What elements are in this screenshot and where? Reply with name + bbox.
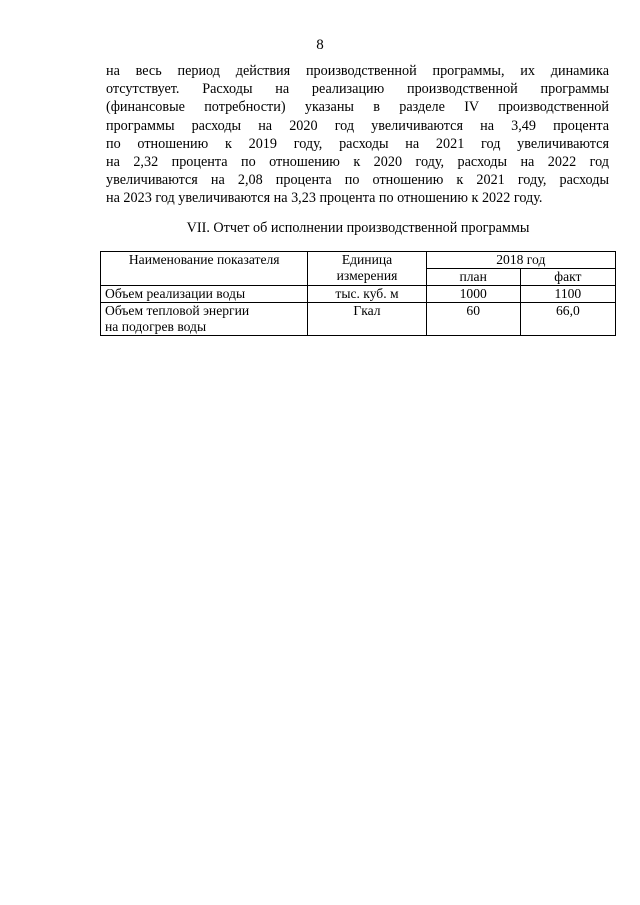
header-name-label: Наименование показателя	[128, 252, 280, 267]
header-year-label: 2018 год	[496, 252, 546, 267]
header-fact-label: факт	[554, 269, 582, 284]
header-name-cell	[101, 252, 308, 286]
header-year-cell	[426, 252, 615, 269]
paragraph-line: отсутствует. Расходы на реализацию производственной программы	[106, 81, 609, 98]
row-name-cell	[101, 286, 308, 303]
paragraph-line: на весь период действия производственной программы, их динамика	[106, 63, 609, 79]
row-fact-cell	[520, 303, 615, 336]
report-table	[100, 251, 616, 336]
row-fact: 66,0	[555, 303, 580, 318]
row-name-cell	[101, 303, 308, 336]
row-fact-cell	[520, 286, 615, 303]
row-unit: тыс. куб. м	[335, 286, 399, 301]
table-row	[101, 286, 616, 303]
header-unit-cell	[308, 252, 426, 286]
row-unit-cell	[308, 286, 426, 303]
paragraph-line: программы расходы на 2020 год увеличиваются на 3,49 процента	[106, 117, 609, 134]
section-title: VII. Отчет об исполнении производственной программы	[186, 220, 530, 236]
row-unit: Гкал	[353, 303, 381, 318]
paragraph-line: увеличиваются на 2,08 процента по отношению к 2021 году, расходы	[106, 172, 609, 189]
paragraph-line: (финансовые потребности) указаны в разделе IV производственной	[106, 99, 609, 116]
row-name-line2: на подогрев воды	[105, 319, 207, 334]
row-name-line1: Объем тепловой энергии	[105, 303, 250, 318]
header-plan-cell	[426, 269, 520, 286]
row-plan: 1000	[459, 286, 487, 301]
row-unit-cell	[308, 303, 426, 336]
header-fact-cell	[520, 269, 615, 286]
paragraph-line: по отношению к 2019 году, расходы на 2021 год увеличиваются	[106, 135, 609, 152]
paragraph-line: на 2,32 процента по отношению к 2020 году, расходы на 2022 год	[106, 153, 609, 170]
paragraph-line: на 2023 год увеличиваются на 3,23 процента по отношению к 2022 году.	[106, 190, 543, 207]
body-paragraph	[106, 62, 609, 208]
row-plan: 60	[466, 303, 480, 318]
header-plan-label: план	[459, 269, 487, 284]
page-number: 8	[316, 37, 324, 53]
header-unit-label-line2: измерения	[336, 268, 398, 283]
row-name: Объем реализации воды	[105, 286, 246, 301]
row-plan-cell	[426, 286, 520, 303]
table-header-row	[101, 252, 616, 269]
row-plan-cell	[426, 303, 520, 336]
header-unit-label-line1: Единица	[341, 252, 393, 267]
row-fact: 1100	[554, 286, 582, 301]
table-row	[101, 303, 616, 336]
